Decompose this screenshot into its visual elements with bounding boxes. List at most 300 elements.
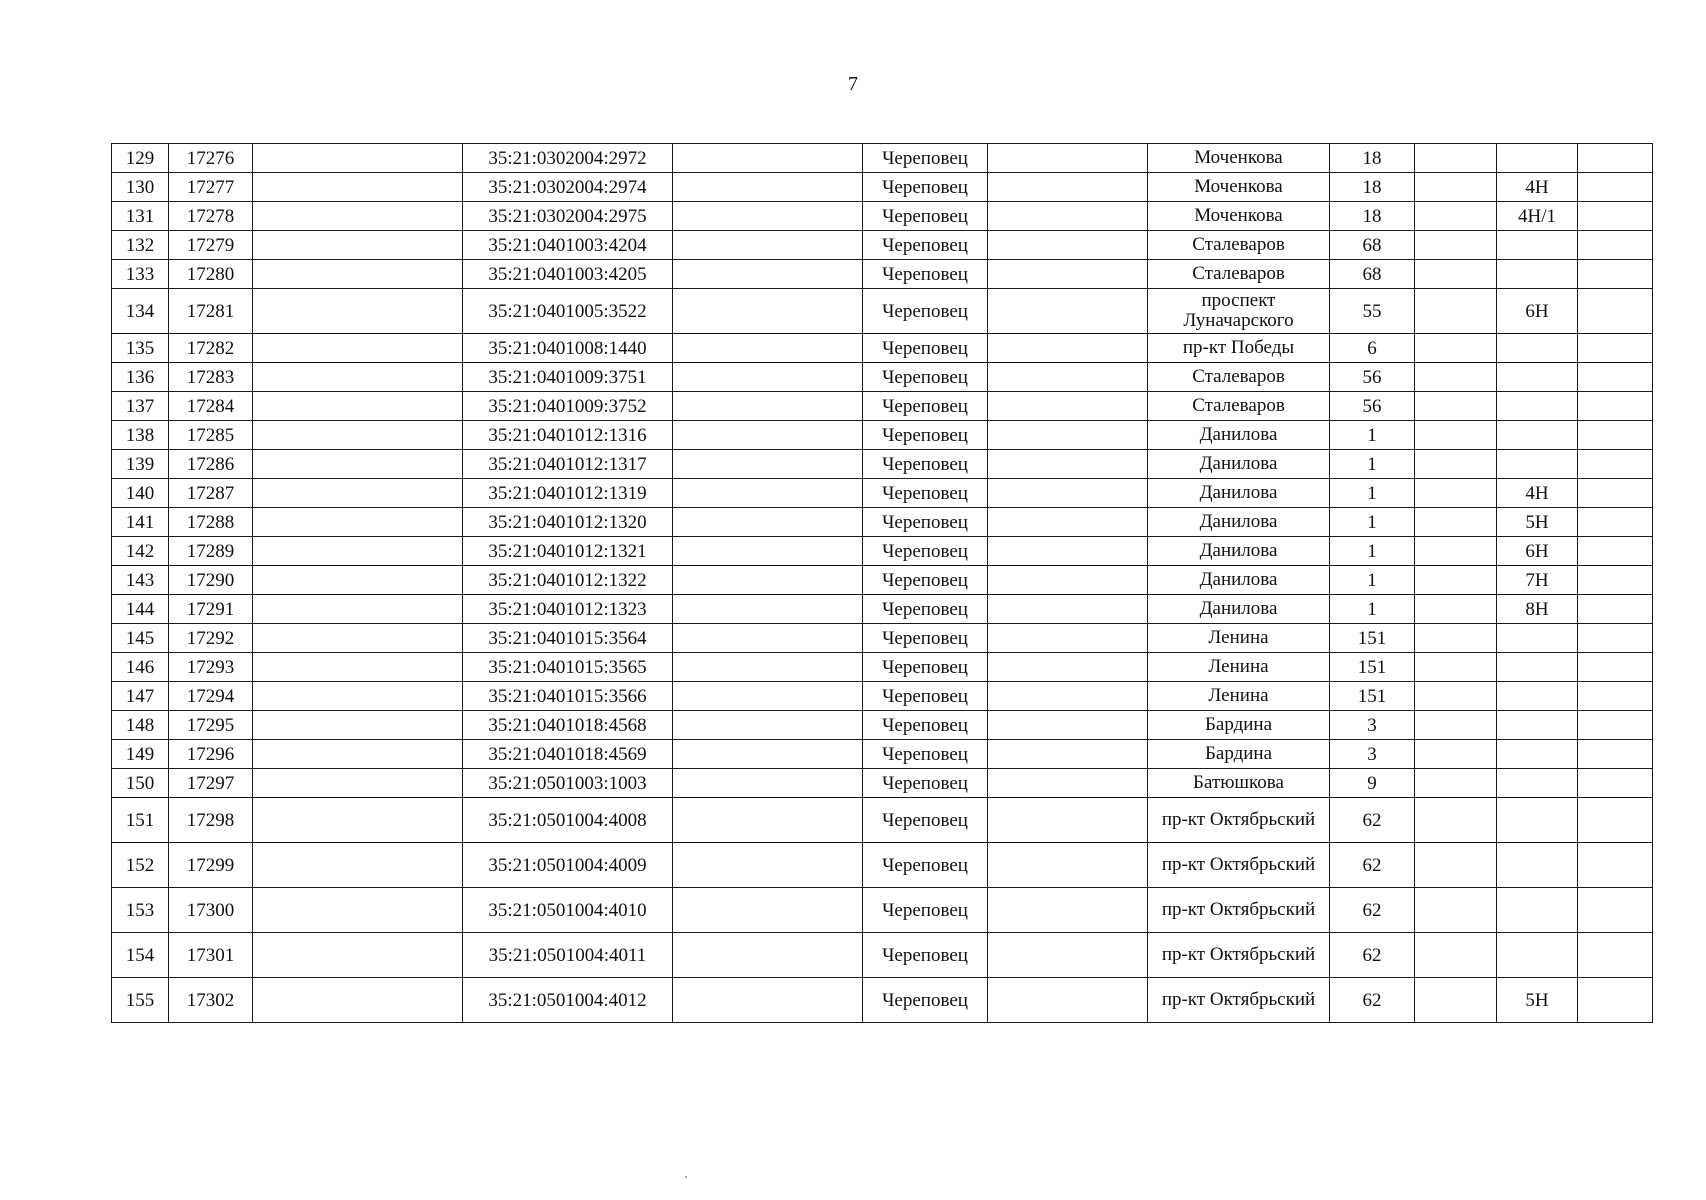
street-cell: пр-кт Победы [1148, 334, 1330, 363]
cadastral-number-cell: 35:21:0401012:1322 [463, 566, 673, 595]
empty-cell [1578, 682, 1653, 711]
row-number-cell: 148 [112, 711, 169, 740]
premises-number-cell [1497, 231, 1578, 260]
empty-cell [1415, 798, 1497, 843]
empty-cell [1578, 711, 1653, 740]
empty-cell [1415, 843, 1497, 888]
empty-cell [253, 888, 463, 933]
house-number-cell: 68 [1330, 260, 1415, 289]
city-cell: Череповец [863, 682, 988, 711]
premises-number-cell [1497, 260, 1578, 289]
empty-cell [988, 888, 1148, 933]
house-number-cell: 1 [1330, 450, 1415, 479]
street-cell: пр-кт Октябрьский [1148, 843, 1330, 888]
table-row [112, 978, 1653, 1023]
house-number-cell: 62 [1330, 978, 1415, 1023]
empty-cell [253, 173, 463, 202]
city-cell: Череповец [863, 711, 988, 740]
empty-cell [988, 566, 1148, 595]
empty-cell [673, 144, 863, 173]
row-number-cell: 142 [112, 537, 169, 566]
premises-number-cell [1497, 363, 1578, 392]
empty-cell [1578, 289, 1653, 334]
house-number-cell: 1 [1330, 537, 1415, 566]
cadastral-number-cell: 35:21:0401012:1319 [463, 479, 673, 508]
table-row [112, 843, 1653, 888]
premises-number-cell [1497, 334, 1578, 363]
premises-number-cell: 7Н [1497, 566, 1578, 595]
row-number-cell: 151 [112, 798, 169, 843]
record-id-cell: 17294 [169, 682, 253, 711]
record-id-cell: 17301 [169, 933, 253, 978]
empty-cell [253, 624, 463, 653]
empty-cell [253, 978, 463, 1023]
cadastral-number-cell: 35:21:0401012:1316 [463, 421, 673, 450]
row-number-cell: 150 [112, 769, 169, 798]
row-number-cell: 129 [112, 144, 169, 173]
row-number-cell: 154 [112, 933, 169, 978]
cadastral-number-cell: 35:21:0501004:4012 [463, 978, 673, 1023]
empty-cell [253, 392, 463, 421]
record-id-cell: 17283 [169, 363, 253, 392]
empty-cell [988, 231, 1148, 260]
street-cell: Данилова [1148, 450, 1330, 479]
street-cell: Ленина [1148, 682, 1330, 711]
premises-number-cell [1497, 888, 1578, 933]
empty-cell [253, 798, 463, 843]
table-row [112, 173, 1653, 202]
empty-cell [253, 450, 463, 479]
record-id-cell: 17290 [169, 566, 253, 595]
row-number-cell: 134 [112, 289, 169, 334]
table-row [112, 624, 1653, 653]
empty-cell [988, 682, 1148, 711]
table-row [112, 450, 1653, 479]
record-id-cell: 17288 [169, 508, 253, 537]
empty-cell [1415, 392, 1497, 421]
cadastral-number-cell: 35:21:0501003:1003 [463, 769, 673, 798]
table-row [112, 769, 1653, 798]
premises-number-cell [1497, 653, 1578, 682]
empty-cell [988, 144, 1148, 173]
empty-cell [988, 289, 1148, 334]
cadastral-number-cell: 35:21:0401018:4569 [463, 740, 673, 769]
house-number-cell: 62 [1330, 933, 1415, 978]
row-number-cell: 153 [112, 888, 169, 933]
empty-cell [1415, 450, 1497, 479]
row-number-cell: 149 [112, 740, 169, 769]
house-number-cell: 1 [1330, 566, 1415, 595]
empty-cell [673, 933, 863, 978]
row-number-cell: 155 [112, 978, 169, 1023]
record-id-cell: 17285 [169, 421, 253, 450]
street-cell: Данилова [1148, 421, 1330, 450]
city-cell: Череповец [863, 260, 988, 289]
premises-number-cell: 4Н/1 [1497, 202, 1578, 231]
empty-cell [1415, 933, 1497, 978]
house-number-cell: 1 [1330, 508, 1415, 537]
empty-cell [1578, 231, 1653, 260]
premises-number-cell: 5Н [1497, 508, 1578, 537]
cadastral-number-cell: 35:21:0401003:4204 [463, 231, 673, 260]
record-id-cell: 17293 [169, 653, 253, 682]
row-number-cell: 147 [112, 682, 169, 711]
cadastral-number-cell: 35:21:0501004:4009 [463, 843, 673, 888]
house-number-cell: 1 [1330, 421, 1415, 450]
row-number-cell: 136 [112, 363, 169, 392]
city-cell: Череповец [863, 363, 988, 392]
empty-cell [1415, 144, 1497, 173]
empty-cell [1415, 334, 1497, 363]
empty-cell [253, 334, 463, 363]
empty-cell [253, 508, 463, 537]
empty-cell [1578, 202, 1653, 231]
cadastral-number-cell: 35:21:0501004:4011 [463, 933, 673, 978]
empty-cell [1415, 566, 1497, 595]
empty-cell [1415, 711, 1497, 740]
record-id-cell: 17278 [169, 202, 253, 231]
empty-cell [1578, 450, 1653, 479]
house-number-cell: 56 [1330, 392, 1415, 421]
empty-cell [253, 653, 463, 682]
empty-cell [1415, 173, 1497, 202]
street-cell: пр-кт Октябрьский [1148, 978, 1330, 1023]
cadastral-number-cell: 35:21:0401015:3565 [463, 653, 673, 682]
empty-cell [988, 392, 1148, 421]
empty-cell [673, 260, 863, 289]
cadastral-number-cell: 35:21:0401005:3522 [463, 289, 673, 334]
cadastral-number-cell: 35:21:0501004:4008 [463, 798, 673, 843]
empty-cell [673, 595, 863, 624]
premises-number-cell [1497, 740, 1578, 769]
record-id-cell: 17299 [169, 843, 253, 888]
table-row [112, 231, 1653, 260]
empty-cell [253, 566, 463, 595]
row-number-cell: 143 [112, 566, 169, 595]
record-id-cell: 17292 [169, 624, 253, 653]
cadastral-number-cell: 35:21:0302004:2975 [463, 202, 673, 231]
premises-number-cell [1497, 798, 1578, 843]
house-number-cell: 1 [1330, 479, 1415, 508]
empty-cell [1415, 479, 1497, 508]
cadastral-number-cell: 35:21:0401012:1317 [463, 450, 673, 479]
premises-number-cell [1497, 421, 1578, 450]
empty-cell [988, 769, 1148, 798]
city-cell: Череповец [863, 479, 988, 508]
street-cell: Бардина [1148, 740, 1330, 769]
empty-cell [1578, 933, 1653, 978]
empty-cell [673, 798, 863, 843]
house-number-cell: 6 [1330, 334, 1415, 363]
empty-cell [1578, 843, 1653, 888]
empty-cell [988, 450, 1148, 479]
row-number-cell: 135 [112, 334, 169, 363]
empty-cell [1578, 740, 1653, 769]
table-row [112, 260, 1653, 289]
empty-cell [988, 479, 1148, 508]
empty-cell [988, 421, 1148, 450]
street-cell: пр-кт Октябрьский [1148, 798, 1330, 843]
empty-cell [1415, 231, 1497, 260]
house-number-cell: 62 [1330, 798, 1415, 843]
empty-cell [673, 334, 863, 363]
city-cell: Череповец [863, 392, 988, 421]
empty-cell [1578, 363, 1653, 392]
city-cell: Череповец [863, 289, 988, 334]
empty-cell [673, 653, 863, 682]
empty-cell [1415, 769, 1497, 798]
premises-number-cell [1497, 711, 1578, 740]
house-number-cell: 9 [1330, 769, 1415, 798]
table-body [112, 144, 1653, 1023]
empty-cell [673, 421, 863, 450]
premises-number-cell [1497, 392, 1578, 421]
empty-cell [1578, 508, 1653, 537]
empty-cell [673, 624, 863, 653]
row-number-cell: 138 [112, 421, 169, 450]
record-id-cell: 17298 [169, 798, 253, 843]
city-cell: Череповец [863, 653, 988, 682]
empty-cell [673, 537, 863, 566]
house-number-cell: 68 [1330, 231, 1415, 260]
row-number-cell: 141 [112, 508, 169, 537]
city-cell: Череповец [863, 978, 988, 1023]
row-number-cell: 140 [112, 479, 169, 508]
premises-number-cell: 4Н [1497, 173, 1578, 202]
house-number-cell: 62 [1330, 888, 1415, 933]
table-row [112, 144, 1653, 173]
empty-cell [673, 363, 863, 392]
street-cell: пр-кт Октябрьский [1148, 888, 1330, 933]
city-cell: Череповец [863, 144, 988, 173]
record-id-cell: 17300 [169, 888, 253, 933]
street-cell: Ленина [1148, 653, 1330, 682]
empty-cell [1415, 363, 1497, 392]
table-row [112, 289, 1653, 334]
empty-cell [673, 843, 863, 888]
empty-cell [673, 711, 863, 740]
empty-cell [673, 740, 863, 769]
house-number-cell: 3 [1330, 711, 1415, 740]
house-number-cell: 1 [1330, 595, 1415, 624]
empty-cell [253, 289, 463, 334]
empty-cell [673, 508, 863, 537]
empty-cell [1578, 888, 1653, 933]
empty-cell [988, 508, 1148, 537]
street-cell: Данилова [1148, 479, 1330, 508]
city-cell: Череповец [863, 421, 988, 450]
empty-cell [988, 334, 1148, 363]
cadastral-number-cell: 35:21:0401003:4205 [463, 260, 673, 289]
empty-cell [1578, 260, 1653, 289]
record-id-cell: 17286 [169, 450, 253, 479]
empty-cell [673, 888, 863, 933]
empty-cell [673, 173, 863, 202]
empty-cell [988, 711, 1148, 740]
table-row [112, 798, 1653, 843]
table-row [112, 508, 1653, 537]
empty-cell [1415, 978, 1497, 1023]
empty-cell [1578, 978, 1653, 1023]
record-id-cell: 17281 [169, 289, 253, 334]
table-row [112, 888, 1653, 933]
scan-speck [685, 1176, 687, 1178]
row-number-cell: 131 [112, 202, 169, 231]
cadastral-number-cell: 35:21:0302004:2974 [463, 173, 673, 202]
row-number-cell: 152 [112, 843, 169, 888]
premises-number-cell: 8Н [1497, 595, 1578, 624]
empty-cell [673, 978, 863, 1023]
house-number-cell: 56 [1330, 363, 1415, 392]
cadastral-number-cell: 35:21:0401012:1321 [463, 537, 673, 566]
empty-cell [988, 173, 1148, 202]
city-cell: Череповец [863, 595, 988, 624]
empty-cell [253, 740, 463, 769]
row-number-cell: 145 [112, 624, 169, 653]
empty-cell [1415, 421, 1497, 450]
empty-cell [988, 978, 1148, 1023]
record-id-cell: 17276 [169, 144, 253, 173]
empty-cell [1578, 392, 1653, 421]
empty-cell [988, 537, 1148, 566]
street-cell: Данилова [1148, 508, 1330, 537]
record-id-cell: 17284 [169, 392, 253, 421]
empty-cell [673, 202, 863, 231]
empty-cell [1578, 421, 1653, 450]
premises-number-cell [1497, 144, 1578, 173]
street-cell: Моченкова [1148, 202, 1330, 231]
empty-cell [253, 843, 463, 888]
empty-cell [1578, 537, 1653, 566]
empty-cell [253, 479, 463, 508]
record-id-cell: 17287 [169, 479, 253, 508]
empty-cell [1578, 769, 1653, 798]
empty-cell [1415, 595, 1497, 624]
empty-cell [1415, 682, 1497, 711]
table-row [112, 653, 1653, 682]
premises-number-cell: 5Н [1497, 978, 1578, 1023]
empty-cell [253, 682, 463, 711]
premises-number-cell [1497, 682, 1578, 711]
empty-cell [673, 450, 863, 479]
cadastral-number-cell: 35:21:0401012:1323 [463, 595, 673, 624]
record-id-cell: 17295 [169, 711, 253, 740]
record-id-cell: 17280 [169, 260, 253, 289]
street-cell: Данилова [1148, 537, 1330, 566]
street-cell: Батюшкова [1148, 769, 1330, 798]
empty-cell [673, 769, 863, 798]
house-number-cell: 18 [1330, 202, 1415, 231]
empty-cell [1415, 888, 1497, 933]
empty-cell [1415, 289, 1497, 334]
cadastral-number-cell: 35:21:0401009:3752 [463, 392, 673, 421]
city-cell: Череповец [863, 202, 988, 231]
city-cell: Череповец [863, 173, 988, 202]
empty-cell [1578, 173, 1653, 202]
table-row [112, 740, 1653, 769]
street-cell: Бардина [1148, 711, 1330, 740]
city-cell: Череповец [863, 769, 988, 798]
empty-cell [1578, 566, 1653, 595]
premises-number-cell [1497, 843, 1578, 888]
house-number-cell: 3 [1330, 740, 1415, 769]
premises-number-cell: 6Н [1497, 537, 1578, 566]
city-cell: Череповец [863, 843, 988, 888]
row-number-cell: 130 [112, 173, 169, 202]
cadastral-number-cell: 35:21:0401015:3566 [463, 682, 673, 711]
street-cell: Сталеваров [1148, 231, 1330, 260]
empty-cell [673, 289, 863, 334]
city-cell: Череповец [863, 231, 988, 260]
cadastral-number-cell: 35:21:0401012:1320 [463, 508, 673, 537]
empty-cell [1578, 479, 1653, 508]
street-cell: Данилова [1148, 595, 1330, 624]
premises-number-cell: 6Н [1497, 289, 1578, 334]
cadastral-number-cell: 35:21:0401008:1440 [463, 334, 673, 363]
table-row [112, 566, 1653, 595]
empty-cell [253, 537, 463, 566]
record-id-cell: 17289 [169, 537, 253, 566]
empty-cell [1578, 624, 1653, 653]
city-cell: Череповец [863, 740, 988, 769]
empty-cell [1578, 798, 1653, 843]
empty-cell [253, 231, 463, 260]
table-row [112, 392, 1653, 421]
empty-cell [988, 595, 1148, 624]
empty-cell [1578, 595, 1653, 624]
premises-number-cell [1497, 769, 1578, 798]
table-row [112, 682, 1653, 711]
record-id-cell: 17296 [169, 740, 253, 769]
empty-cell [988, 843, 1148, 888]
premises-number-cell [1497, 933, 1578, 978]
city-cell: Череповец [863, 566, 988, 595]
empty-cell [253, 933, 463, 978]
street-cell: Данилова [1148, 566, 1330, 595]
city-cell: Череповец [863, 334, 988, 363]
cadastral-number-cell: 35:21:0302004:2972 [463, 144, 673, 173]
empty-cell [1415, 537, 1497, 566]
record-id-cell: 17279 [169, 231, 253, 260]
cadastral-number-cell: 35:21:0401009:3751 [463, 363, 673, 392]
row-number-cell: 146 [112, 653, 169, 682]
record-id-cell: 17291 [169, 595, 253, 624]
empty-cell [988, 933, 1148, 978]
empty-cell [253, 769, 463, 798]
table-row [112, 202, 1653, 231]
record-id-cell: 17282 [169, 334, 253, 363]
empty-cell [253, 595, 463, 624]
page-number: 7 [848, 73, 858, 95]
table-row [112, 595, 1653, 624]
empty-cell [253, 363, 463, 392]
empty-cell [673, 231, 863, 260]
street-cell: Сталеваров [1148, 260, 1330, 289]
empty-cell [1578, 334, 1653, 363]
record-id-cell: 17297 [169, 769, 253, 798]
row-number-cell: 139 [112, 450, 169, 479]
house-number-cell: 55 [1330, 289, 1415, 334]
empty-cell [253, 711, 463, 740]
table-row [112, 933, 1653, 978]
registry-table [111, 143, 1653, 1023]
empty-cell [1415, 260, 1497, 289]
premises-number-cell [1497, 450, 1578, 479]
empty-cell [253, 144, 463, 173]
city-cell: Череповец [863, 888, 988, 933]
empty-cell [1415, 740, 1497, 769]
cadastral-number-cell: 35:21:0401018:4568 [463, 711, 673, 740]
